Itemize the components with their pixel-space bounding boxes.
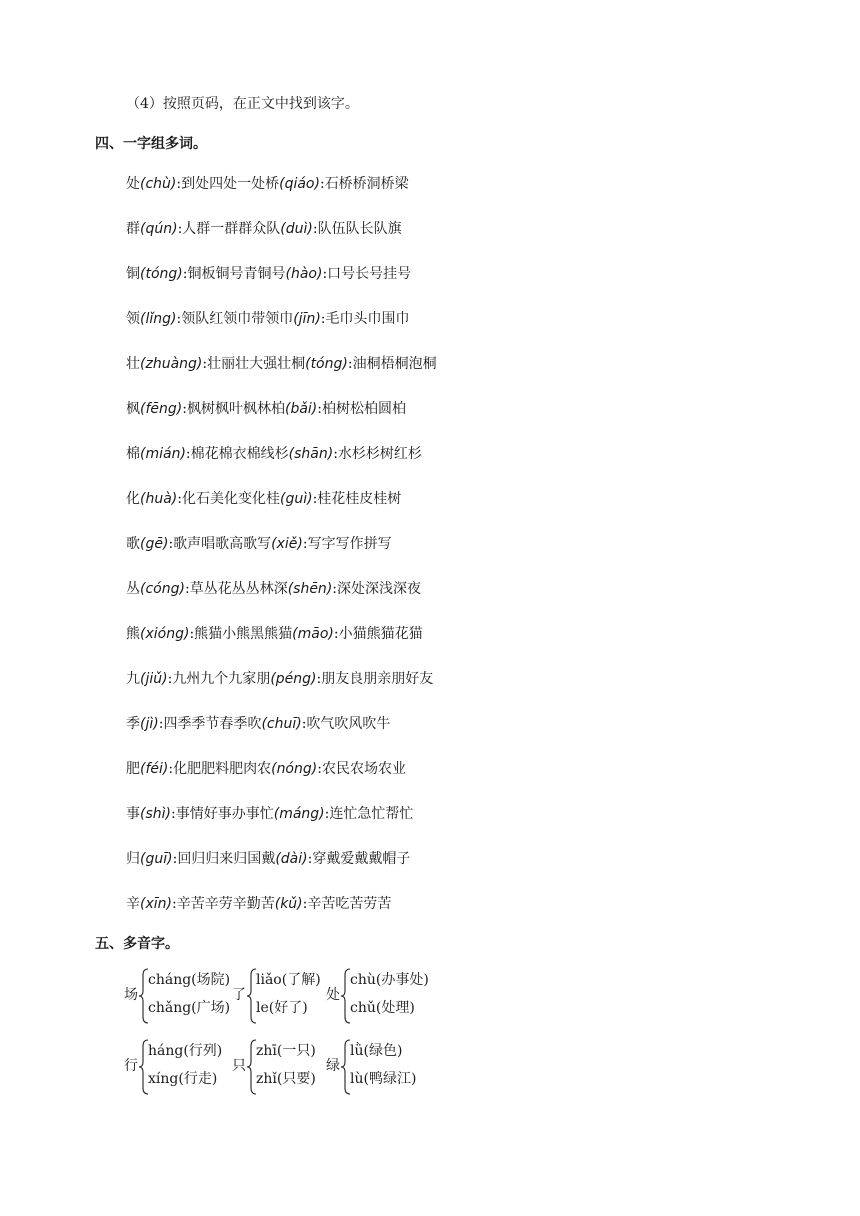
word-group-row: 事(shì):事情好事办事忙(máng):连忙急忙帮忙 (126, 806, 414, 822)
hanzi: 九 (126, 671, 140, 687)
word-group-row: 铜(tóng):铜板铜号青铜号(hào):口号长号挂号 (126, 266, 412, 282)
pinyin: qiáo (284, 176, 315, 192)
word-list: 歌声唱歌高歌 (173, 536, 258, 552)
word-list: 桂花桂皮桂树 (317, 491, 402, 507)
word-group-row: 丛(cóng):草丛花丛丛林深(shēn):深处深浅深夜 (126, 581, 421, 597)
hanzi: 深 (273, 581, 288, 597)
pinyin: shì (145, 806, 166, 822)
word-list: 吹气吹风吹牛 (306, 716, 391, 732)
polyphone-reading: le(好了) (256, 1000, 308, 1016)
polyphone-reading: lù(鸭绿江) (350, 1071, 417, 1087)
word-list: 领队红领巾带领 (181, 311, 280, 327)
pinyin: péng (275, 671, 312, 687)
word-list: 朋友良朋亲朋好友 (321, 671, 434, 687)
word-list: 草丛花丛丛林 (189, 581, 274, 597)
pinyin: chuī (266, 716, 297, 732)
hanzi: 戴 (261, 851, 276, 867)
polyphone-reading: zhī(一只) (256, 1043, 316, 1059)
hanzi: 猫 (278, 626, 293, 642)
word-list: 铜板铜号青铜 (187, 266, 272, 282)
pinyin: jì (145, 716, 154, 732)
pinyin: xiě (276, 536, 298, 552)
pinyin: guī (145, 851, 168, 867)
word-group-row: 季(jì):四季季节春季吹(chuī):吹气吹风吹牛 (126, 716, 391, 732)
polyphone-reading: chù(办事处) (350, 972, 429, 988)
polyphone-char: 处 (326, 987, 340, 1003)
word-list: 事情好事办事 (175, 806, 260, 822)
word-list: 人群一群群众 (182, 221, 267, 237)
hanzi: 桂 (265, 491, 280, 507)
hanzi: 季 (126, 716, 140, 732)
section-5-heading: 五、多音字。 (95, 936, 179, 952)
word-list: 毛巾头巾围巾 (325, 311, 410, 327)
polyphone-reading: liǎo(了解) (256, 972, 321, 988)
hanzi: 朋 (256, 671, 271, 687)
hanzi: 农 (257, 761, 272, 777)
hanzi: 桥 (265, 176, 280, 192)
hanzi: 肥 (126, 761, 140, 777)
word-list: 九州九个九家 (172, 671, 257, 687)
hanzi: 队 (266, 221, 281, 237)
section-4-heading: 四、一字组多词。 (95, 136, 207, 152)
pinyin: kǔ (280, 896, 298, 912)
hanzi: 化 (126, 491, 140, 507)
hanzi: 吹 (247, 716, 262, 732)
word-list: 化石美化变化 (181, 491, 266, 507)
hanzi: 号 (271, 266, 286, 282)
pinyin: mián (145, 446, 181, 462)
pinyin: zhuàng (145, 356, 197, 372)
word-list: 水杉杉树红杉 (337, 446, 422, 462)
word-group-row: 肥(féi):化肥肥料肥肉农(nóng):农民农场农业 (126, 761, 406, 777)
pinyin: duì (285, 221, 308, 237)
word-group-row: 处(chù):到处四处一处桥(qiáo):石桥桥洞桥梁 (126, 176, 409, 192)
word-list: 熊猫小熊黑熊 (194, 626, 279, 642)
word-group-row: 九(jiǔ):九州九个九家朋(péng):朋友良朋亲朋好友 (126, 671, 434, 687)
polyphone-char: 只 (232, 1058, 246, 1074)
pinyin: hào (290, 266, 317, 282)
word-group-row: 领(lǐng):领队红领巾带领巾(jīn):毛巾头巾围巾 (126, 311, 410, 327)
hanzi: 巾 (279, 311, 294, 327)
pinyin: chù (145, 176, 171, 192)
word-list: 油桐梧桐泡桐 (352, 356, 437, 372)
hanzi: 事 (126, 806, 140, 822)
word-list: 四季季节春季 (163, 716, 248, 732)
pinyin: gē (145, 536, 163, 552)
hanzi: 丛 (126, 581, 140, 597)
pinyin: jīn (298, 311, 316, 327)
word-list: 枫树枫叶枫林 (186, 401, 271, 417)
pinyin: fēng (145, 401, 177, 417)
word-list: 深处深浅深夜 (337, 581, 421, 597)
pinyin: tóng (310, 356, 343, 372)
hanzi: 熊 (126, 626, 140, 642)
word-list: 化肥肥料肥肉 (173, 761, 258, 777)
pinyin: xīn (145, 896, 167, 912)
word-group-row: 群(qún):人群一群群众队(duì):队伍队长队旗 (126, 221, 402, 237)
step-4-text: （4）按照页码，在正文中找到该字。 (126, 96, 359, 112)
pinyin: máng (279, 806, 320, 822)
word-list: 穿戴爱戴戴帽子 (312, 851, 411, 867)
word-list: 柏树松柏圆柏 (321, 401, 406, 417)
pinyin: guì (285, 491, 308, 507)
word-list: 农民农场农业 (321, 761, 406, 777)
pinyin: qún (145, 221, 173, 237)
hanzi: 壮 (126, 356, 140, 372)
pinyin: féi (145, 761, 163, 777)
word-list: 小猫熊猫花猫 (338, 626, 423, 642)
pinyin: nóng (276, 761, 312, 777)
polyphone-reading: háng(行列) (148, 1043, 223, 1059)
word-list: 连忙急忙帮忙 (329, 806, 414, 822)
hanzi: 苦 (260, 896, 275, 912)
word-list: 回归归来归国 (177, 851, 262, 867)
word-list: 到处四处一处 (181, 176, 266, 192)
hanzi: 铜 (126, 266, 140, 282)
pinyin: tóng (145, 266, 178, 282)
word-group-row: 辛(xīn):辛苦辛劳辛勤苦(kǔ):辛苦吃苦劳苦 (126, 896, 392, 912)
word-list: 队伍队长队旗 (317, 221, 402, 237)
hanzi: 杉 (274, 446, 289, 462)
hanzi: 辛 (126, 896, 140, 912)
polyphone-char: 场 (124, 987, 138, 1003)
hanzi: 柏 (270, 401, 285, 417)
word-list: 写字写作拼写 (307, 536, 392, 552)
word-group-row: 壮(zhuàng):壮丽壮大强壮桐(tóng):油桐梧桐泡桐 (126, 356, 437, 372)
word-list: 口号长号挂号 (327, 266, 412, 282)
word-group-row: 枫(fēng):枫树枫叶枫林柏(bǎi):柏树松柏圆柏 (126, 401, 406, 417)
pinyin: lǐng (145, 311, 172, 327)
word-group-row: 熊(xióng):熊猫小熊黑熊猫(māo):小猫熊猫花猫 (126, 626, 423, 642)
pinyin: shān (294, 446, 328, 462)
hanzi: 群 (126, 221, 140, 237)
word-group-row: 归(guī):回归归来归国戴(dài):穿戴爱戴戴帽子 (126, 851, 411, 867)
hanzi: 领 (126, 311, 140, 327)
pinyin: huà (145, 491, 172, 507)
word-list: 石桥桥洞桥梁 (324, 176, 409, 192)
pinyin: xióng (145, 626, 184, 642)
polyphone-char: 行 (124, 1058, 138, 1074)
pinyin: māo (297, 626, 329, 642)
polyphone-reading: chǔ(处理) (350, 1000, 415, 1016)
word-list: 棉花棉衣棉线 (190, 446, 275, 462)
hanzi: 歌 (126, 536, 140, 552)
hanzi: 枫 (126, 401, 140, 417)
polyphone-reading: xíng(行走) (148, 1071, 218, 1087)
word-list: 辛苦吃苦劳苦 (307, 896, 392, 912)
hanzi: 处 (126, 176, 140, 192)
word-group-row: 棉(mián):棉花棉衣棉线杉(shān):水杉杉树红杉 (126, 446, 422, 462)
polyphone-char: 了 (232, 987, 246, 1003)
polyphone-reading: lǜ(绿色) (350, 1043, 403, 1059)
pinyin: bǎi (290, 401, 312, 417)
pinyin: shēn (293, 581, 327, 597)
polyphone-char: 绿 (326, 1058, 340, 1074)
hanzi: 棉 (126, 446, 140, 462)
pinyin: jiǔ (145, 671, 163, 687)
hanzi: 忙 (259, 806, 274, 822)
word-list: 壮丽壮大强壮 (207, 356, 292, 372)
word-group-row: 歌(gē):歌声唱歌高歌写(xiě):写字写作拼写 (126, 536, 392, 552)
hanzi: 归 (126, 851, 140, 867)
word-list: 辛苦辛劳辛勤 (176, 896, 261, 912)
polyphone-reading: cháng(场院) (148, 972, 231, 988)
hanzi: 写 (257, 536, 272, 552)
polyphone-reading: zhǐ(只要) (256, 1071, 316, 1087)
pinyin: cóng (145, 581, 180, 597)
polyphone-reading: chǎng(广场) (148, 1000, 231, 1016)
pinyin: dài (280, 851, 303, 867)
word-group-row: 化(huà):化石美化变化桂(guì):桂花桂皮桂树 (126, 491, 402, 507)
hanzi: 桐 (291, 356, 306, 372)
